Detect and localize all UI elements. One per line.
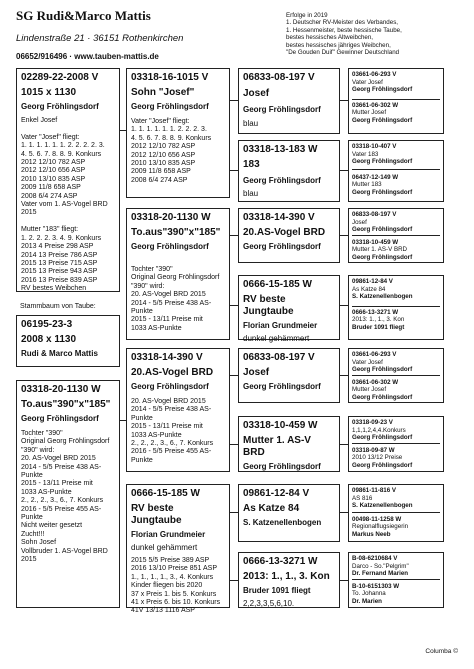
- pigeon-name: 20.AS-Vogel BRD: [243, 227, 326, 238]
- pigeon-name: RV beste Jungtaube: [243, 294, 294, 317]
- connector-line: [230, 100, 238, 101]
- pigeon-name: 20.AS-Vogel BRD: [131, 367, 214, 378]
- owner: Georg Fröhlingsdorf: [243, 176, 321, 185]
- pigeon-name: 1015 x 1130: [21, 87, 77, 98]
- owner: Georg Fröhlingsdorf: [352, 366, 413, 374]
- success-line: "De Gouden Duif" Gewinner Deutschland: [286, 49, 400, 57]
- pigeon-name: 2013: 1., 1., 3. Kon: [243, 571, 330, 582]
- gen4-card-5: [348, 348, 444, 403]
- plumage-color: dunkel gehämmert: [131, 543, 198, 552]
- pigeon-note: Regionalflugsiegerin: [352, 523, 409, 531]
- pigeon-notes: 2015 5/5 Preise 389 ASP 2016 13/10 Preise 851 ASP 1., 1., 1., 1., 3., 4. Konkurs Kinder fliegen bis 2020 37 x Preis 1. bis 5. Konkurs 41 x Preis 6. bis 10. Konkurs 41V 13/13 1116 ASP: [131, 557, 221, 615]
- success-line: Erfolge in 2019: [286, 12, 328, 19]
- pigeon-name: 183: [243, 159, 260, 170]
- connector-line: [230, 235, 238, 236]
- ring-number: 06833-08-197 V: [243, 72, 315, 83]
- owner: S. Katzenellenbogen: [243, 518, 322, 527]
- owner: S. Katzenellenbogen: [352, 293, 413, 301]
- owner: Georg Fröhlingsdorf: [243, 242, 321, 251]
- ring-number: 09861-12-84 V: [243, 488, 310, 499]
- pigeon-name: Josef: [243, 88, 270, 99]
- gen3-card-3: [238, 208, 340, 263]
- connector-line: [340, 580, 348, 581]
- gen4-card-4: [348, 275, 444, 340]
- gen3-card-7: [238, 484, 340, 542]
- ring-number: 0666-15-185 W: [131, 488, 200, 499]
- ring-number: 03318-09-87 W: [352, 446, 395, 454]
- owner: Georg Fröhlingsdorf: [352, 253, 413, 261]
- owner: Georg Fröhlingsdorf: [131, 382, 209, 391]
- divider: [352, 169, 440, 170]
- pigeon-name: Josef: [243, 367, 270, 378]
- owner: Bruder 1091 fliegt: [352, 323, 405, 331]
- connector-line: [340, 100, 348, 101]
- pigeon-note: AS 816: [352, 494, 373, 502]
- owner: Florian Grundmeier: [131, 530, 206, 539]
- ring-number: 09861-11-816 V: [352, 487, 397, 494]
- connector-line: [120, 130, 126, 131]
- pigeon-name: To.aus"390"x"185": [21, 399, 111, 410]
- divider: [352, 306, 440, 307]
- owner: Florian Grundmeier: [243, 321, 318, 330]
- connector-line: [340, 235, 348, 236]
- divider: [352, 99, 440, 100]
- connector-line: [230, 580, 238, 581]
- ring-number: 0666-13-3271 W: [243, 556, 318, 567]
- pigeon-note: 2013: 1., 1., 3. Kon: [352, 316, 405, 324]
- pigeon-note: 1,1,1,2,4,4.Konkurs: [352, 426, 406, 434]
- ring-number: 02289-22-2008 V: [21, 72, 99, 83]
- pigeon-note: Darco - So."Pelgrim": [352, 562, 409, 570]
- connector-line: [230, 375, 238, 376]
- ring-number: 03661-06-302 W: [352, 378, 399, 386]
- gen2-card-2: [126, 208, 230, 340]
- owner: Rudi & Marco Mattis: [21, 349, 98, 358]
- pigeon-name: 2008 x 1130: [21, 334, 77, 345]
- pigeon-note: 2010 13/12 Preise: [352, 454, 403, 462]
- pigeon-note: Mutter 183: [352, 181, 382, 189]
- gen2-card-3: [126, 348, 230, 472]
- ring-number: 03318-10-407 V: [352, 143, 397, 150]
- plumage-color: blau: [243, 189, 259, 198]
- gen3-card-1: [238, 68, 340, 134]
- success-line: bestes hessisches Altweibchen,: [286, 34, 374, 42]
- owner: Georg Fröhlingsdorf: [352, 158, 413, 166]
- breeder-title: SG Rudi&Marco Mattis: [16, 8, 151, 23]
- connector-line: [230, 170, 238, 171]
- pigeon-note: Mutter Josef: [352, 386, 387, 394]
- connector-line: [230, 512, 238, 513]
- ring-number: 03318-20-1130 W: [131, 212, 211, 223]
- ring-number: 0666-15-185 W: [243, 279, 312, 290]
- gen4-card-1: [348, 68, 444, 134]
- divider: [352, 512, 440, 513]
- owner-pigeon-card: [16, 315, 120, 367]
- connector-line: [340, 512, 348, 513]
- connector-line: [340, 444, 348, 445]
- breeder-contact: 06652/916496 · www.tauben-mattis.de: [16, 52, 159, 61]
- ring-number: 00498-11-1258 W: [352, 515, 402, 523]
- gen2-card-1: [126, 68, 230, 198]
- owner: Georg Fröhlingsdorf: [352, 188, 413, 196]
- owner: Georg Fröhlingsdorf: [21, 414, 99, 423]
- ring-number: 09861-12-84 V: [352, 278, 393, 285]
- success-line: bestes hessisches jähriges Weibchen,: [286, 41, 391, 49]
- owner: Georg Fröhlingsdorf: [131, 102, 209, 111]
- successes-block: [286, 12, 466, 56]
- connector-line: [230, 444, 238, 445]
- owner: Georg Fröhlingsdorf: [21, 102, 99, 111]
- ring-number: 03661-06-302 W: [352, 101, 399, 109]
- ring-number: B-10-6151303 W: [352, 582, 400, 590]
- owner: Georg Fröhlingsdorf: [352, 86, 413, 94]
- gen4-card-7: [348, 484, 444, 542]
- pigeon-notes: Vater "Josef" fliegt: 1. 1. 1. 1. 1. 1. 2. 2. 2. 3. 4. 5. 6. 7. 8. 8. 9. Konkurs 2012 12/10 782 ASP 2012 12/10 656 ASP 2010 13/10 835 ASP 2009 11/8 658 ASP 2008 6/4 274 ASP: [131, 118, 212, 184]
- owner: Georg Fröhlingsdorf: [352, 434, 413, 442]
- owner: S. Katzenellenbogen: [352, 502, 413, 510]
- pigeon-notes: Tochter "390" Original Georg Fröhlingsdorf "390" wird: 20. AS-Vogel BRD 2015 2014 - 5/5 Preise 438 AS- Punkte 2015 - 13/11 Preise mit 1033 AS-Punkte 2., 2., 2., 3., 6., 7. Konkurs 2016 - 5/5 Preise 455 AS- Punkte Nicht weiter gesetzt Zucht!!! Sohn Josef Vollbruder 1. AS-Vogel BRD 2015: [21, 430, 110, 564]
- ring-number: 03318-13-183 W: [243, 144, 318, 155]
- pigeon-note: Vater 183: [352, 150, 379, 158]
- success-line: 1. Hessenmeister, beste hessische Taube,: [286, 26, 402, 34]
- connector-line: [340, 305, 348, 306]
- gen3-card-2: [238, 140, 340, 202]
- gen4-card-6: [348, 416, 444, 472]
- ring-number: 06195-23-3: [21, 319, 73, 330]
- divider: [352, 375, 440, 376]
- gen3-card-8: [238, 552, 340, 608]
- pigeon-name: Mutter 1. AS-V BRD: [243, 435, 311, 458]
- pigeon-note: Mutter 1. AS-V BRD: [352, 246, 408, 254]
- divider: [352, 579, 440, 580]
- pigeon-notes: Enkel Josef Vater "Josef" fliegt: 1. 1. 1. 1. 1. 1. 2. 2. 2. 2. 3. 4. 5. 6. 7. 8. 8. 9. Konkurs 2012 12/10 782 ASP 2012 12/10 656 ASP 2010 13/10 835 ASP 2009 11/8 658 ASP 2008 6/4 274 ASP Vater vom 1. AS-Vogel BRD 2015 Mutter "183" fliegt: 1. 2. 2. 2. 3. 4. 9. Konkurs 2013 4 Preise 298 ASP 2014 13 Preise 786 ASP 2015 13 Preise 715 ASP 2015 13 Preise 943 ASP 2016 13 Preise 839 ASP RV bestes Weibchen: [21, 117, 108, 293]
- success-line: 1. Deutscher RV-Meister des Verbandes,: [286, 19, 399, 27]
- gen3-card-5: [238, 348, 340, 403]
- plumage-color: dunkel gehämmert: [243, 334, 310, 343]
- gen4-card-3: [348, 208, 444, 263]
- owner: Markus Neeb: [352, 530, 391, 538]
- footer-credit: Columba ©: [425, 648, 458, 655]
- owner: Georg Fröhlingsdorf: [352, 226, 413, 234]
- owner: Georg Fröhlingsdorf: [243, 462, 321, 471]
- breeder-address: Lindenstraße 21 · 36151 Rothenkirchen: [16, 33, 184, 44]
- ring-number: 03318-20-1130 W: [21, 384, 101, 395]
- pigeon-note: Mutter Josef: [352, 109, 387, 117]
- divider: [352, 235, 440, 236]
- ring-number: 03318-16-1015 V: [131, 72, 209, 83]
- pigeon-note: Josef: [352, 218, 367, 226]
- gen2-card-4: [126, 484, 230, 615]
- ring-number: 0666-13-3271 W: [352, 308, 399, 316]
- ring-number: 06437-12-149 W: [352, 173, 399, 181]
- pigeon-note: Vater Josef: [352, 78, 383, 86]
- pigeon-note: As Katze 84: [352, 285, 386, 293]
- connector-line: [340, 375, 348, 376]
- owner: Georg Fröhlingsdorf: [243, 382, 321, 391]
- ring-number: 03318-10-459 W: [243, 420, 318, 431]
- pigeon-note: Vater Josef: [352, 358, 383, 366]
- owner: Dr. Fernand Marien: [352, 570, 409, 578]
- ring-number: 03661-06-293 V: [352, 351, 397, 358]
- pigeon-note: To. Johanna: [352, 590, 386, 598]
- pigeon-name: Sohn "Josef": [131, 87, 195, 98]
- pedigree-label: Stammbaum von Taube:: [20, 303, 96, 310]
- connector-line: [120, 420, 126, 421]
- divider: [352, 443, 440, 444]
- gen4-card-2: [348, 140, 444, 202]
- ring-number: 06833-08-197 V: [352, 211, 397, 218]
- owner: Georg Fröhlingsdorf: [243, 105, 321, 114]
- ring-number: 03318-10-459 W: [352, 238, 399, 246]
- owner: Dr. Marien: [352, 597, 382, 605]
- ring-number: 03318-14-390 V: [243, 212, 315, 223]
- dam-pigeon-card: [16, 380, 120, 608]
- main-pigeon-card: [16, 68, 120, 292]
- pigeon-name: To.aus"390"x"185": [131, 227, 221, 238]
- pigeon-name: RV beste Jungtaube: [131, 503, 182, 526]
- gen3-card-4: [238, 275, 340, 343]
- ring-number: 03661-06-293 V: [352, 71, 397, 78]
- pigeon-notes: 20. AS-Vogel BRD 2015 2014 - 5/5 Preise 438 AS- Punkte 2015 - 13/11 Preise mit 1033 AS-Punkte 2., 2., 2., 3., 6., 7. Konkurs 2016 - 5/5 Preise 455 AS- Punkte: [131, 398, 214, 464]
- ring-number: 06833-08-197 V: [243, 352, 315, 363]
- owner: Georg Fröhlingsdorf: [352, 461, 413, 469]
- ring-number: 03318-09-23 V: [352, 419, 393, 426]
- ring-number: 03318-14-390 V: [131, 352, 203, 363]
- ring-number: B-08-6210684 V: [352, 555, 398, 562]
- pigeon-notes: Tochter "390" Original Georg Fröhlingsdorf "390" wird: 20. AS-Vogel BRD 2015 2014 - 5/5 Preise 438 AS- Punkte 2015 - 13/11 Preise mit 1033 AS-Punkte: [131, 266, 220, 332]
- owner: Georg Fröhlingsdorf: [352, 393, 413, 401]
- connector-line: [230, 305, 238, 306]
- plumage-color: blau: [243, 119, 259, 128]
- owner: Bruder 1091 fliegt: [243, 586, 311, 595]
- gen3-card-6: [238, 416, 340, 472]
- pigeon-name: As Katze 84: [243, 503, 300, 514]
- connector-line: [340, 170, 348, 171]
- plumage-color: 2,2,3,3,5,6,10.: [243, 599, 295, 608]
- gen4-card-8: [348, 552, 444, 608]
- owner: Georg Fröhlingsdorf: [131, 242, 209, 251]
- owner: Georg Fröhlingsdorf: [352, 116, 413, 124]
